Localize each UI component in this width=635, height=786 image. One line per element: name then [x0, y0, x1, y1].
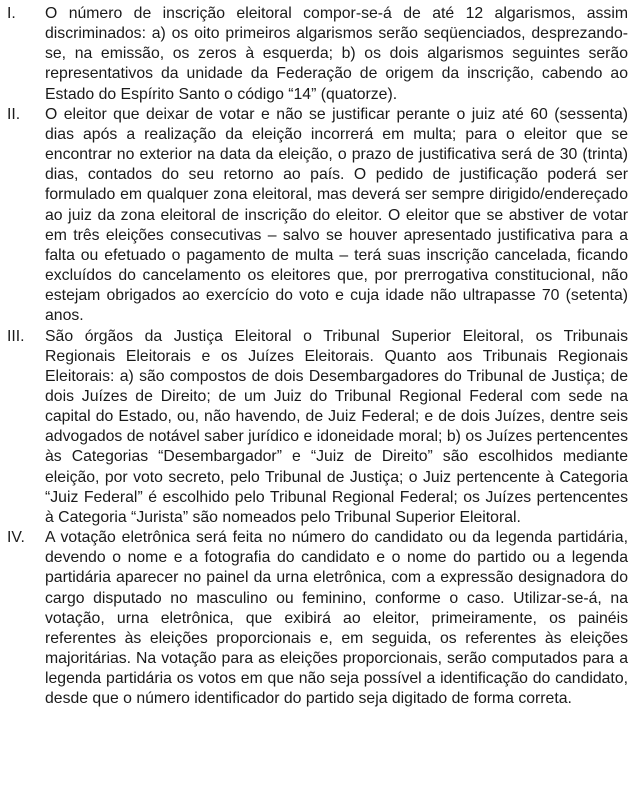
item-numeral: II. — [7, 105, 21, 123]
list-item — [7, 327, 628, 529]
item-paragraph: A votação eletrônica será feita no número do candidato ou da legenda partidária, devendo o nome e a fotografia do candidato e o nome do partido ou a legenda partidária aparecer no painel da urna eletrônica, com a expressão designadora do cargo disputado no masculino ou feminino, conforme o caso. Utilizar-se-á, na votação, urna eletrônica, que exibirá ao eleitor, primeiramente, os painéis referentes às eleições proporcionais e, em seguida, os referentes às eleições majoritárias. Na votação para as eleições proporcionais, serão computados para a legenda partidária os votos em que não seja possível a identificação do candidato, desde que o número identificador do partido seja digitado de forma correta. — [45, 529, 628, 708]
roman-numeral-list — [7, 4, 628, 709]
item-numeral: III. — [7, 327, 25, 345]
list-item — [7, 4, 628, 105]
item-paragraph: O número de inscrição eleitoral compor-se-á de até 12 algarismos, assim discriminados: a) os oito primeiros algarismos serão seqüenciados, desprezando-se, na emissão, os zeros à esquerda; b) os dois algarismos seguintes serão representativos da unidade da Federação de origem da inscrição, cabendo ao Estado do Espírito Santo o código “14” (quatorze). — [45, 5, 628, 103]
list-item — [7, 528, 628, 709]
item-paragraph: São órgãos da Justiça Eleitoral o Tribunal Superior Eleitoral, os Tribunais Regionais Eleitorais e os Juízes Eleitorais. Quanto aos Tribunais Regionais Eleitorais: a) são compostos de dois Desembargadores do Tribunal de Justiça; de dois Juízes de Direito; de um Juiz do Tribunal Regional Federal com sede na capital do Estado, ou, não havendo, de Juiz Federal; e de dois Juízes, dentre seis advogados de notável saber jurídico e idoneidade moral; b) os Juízes pertencentes às Categorias “Desembargador” e “Juiz de Direito” são escolhidos mediante eleição, por voto secreto, pelo Tribunal de Justiça; o Juiz pertencente à Categoria “Juiz Federal” é escolhido pelo Tribunal Regional Federal; os Juízes pertencentes à Categoria “Jurista” são nomeados pelo Tribunal Superior Eleitoral. — [45, 327, 628, 526]
item-paragraph: O eleitor que deixar de votar e não se justificar perante o juiz até 60 (sessenta) dias após a realização da eleição incorrerá em multa; para o eleitor que se encontrar no exterior na data da eleição, o prazo de justificativa será de 30 (trinta) dias, contados do seu retorno ao país. O pedido de justificação poderá ser formulado em qualquer zona eleitoral, mas deverá ser sempre dirigido/endereçado ao juiz da zona eleitoral de inscrição do eleitor. O eleitor que se abstiver de votar em três eleições consecutivas – salvo se houver apresentado justificativa para a falta ou efetuado o pagamento de multa – terá suas inscrição cancelada, ficando excluídos do cancelamento os eleitores que, por prerrogativa constitucional, não estejam obrigados ao exercício do voto e cuja idade não ultrapasse 70 (setenta) anos. — [45, 105, 628, 325]
item-numeral: I. — [7, 5, 16, 22]
list-item — [7, 105, 628, 327]
item-numeral: IV. — [7, 529, 25, 547]
